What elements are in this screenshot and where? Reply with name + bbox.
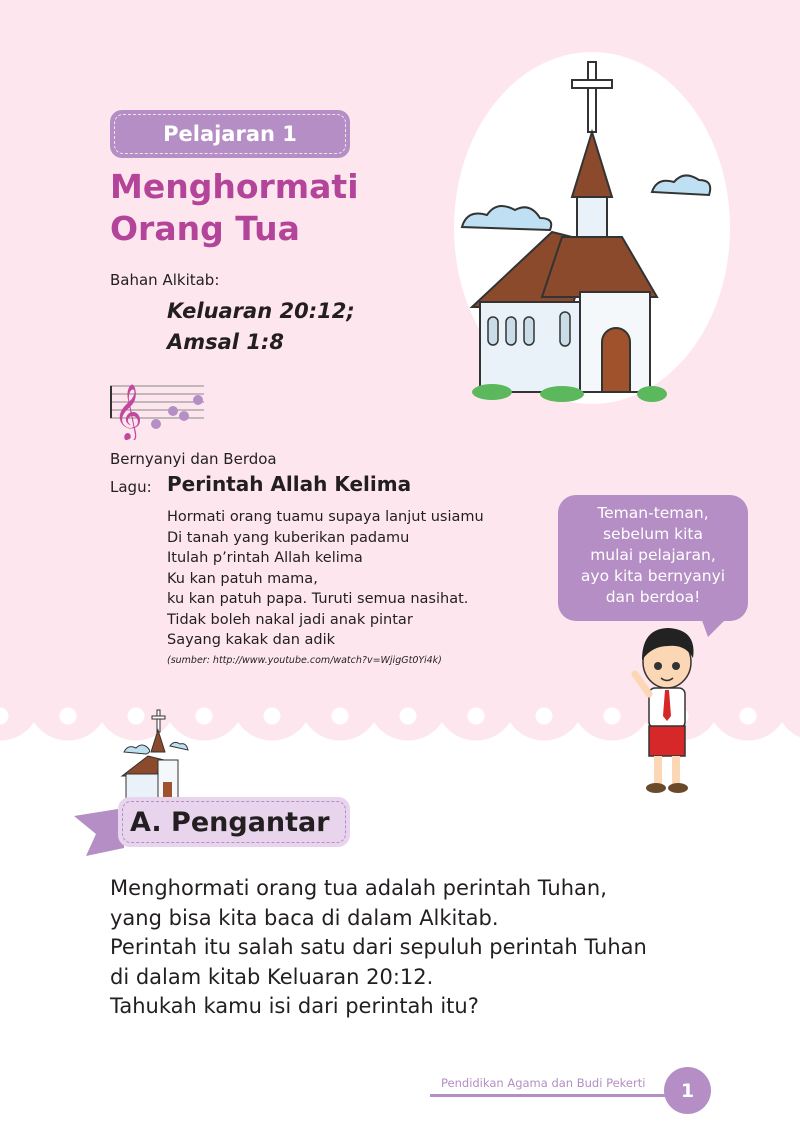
- footer-book-title: Pendidikan Agama dan Budi Pekerti: [441, 1076, 646, 1090]
- bubble-line: Teman-teman,: [597, 504, 709, 522]
- song-source: (sumber: http://www.youtube.com/watch?v=WjigGt0Yi4k): [167, 655, 442, 666]
- lyric-line: Itulah p’rintah Allah kelima: [167, 550, 363, 566]
- song-title: Perintah Allah Kelima: [167, 472, 412, 496]
- scripture-label: Bahan Alkitab:: [110, 271, 220, 289]
- bubble-line: ayo kita bernyanyi: [580, 567, 726, 585]
- lyric-line: ku kan patuh papa. Turuti semua nasihat.: [167, 591, 469, 607]
- paragraph-line: Menghormati orang tua adalah perintah Tuhan,: [110, 876, 607, 900]
- section-heading: [118, 797, 350, 847]
- small-church-icon: [118, 708, 193, 803]
- paragraph-line: Tahukah kamu isi dari perintah itu?: [110, 994, 479, 1018]
- title-line: Orang Tua: [110, 209, 300, 248]
- boy-illustration: [625, 622, 700, 797]
- scripture-line: Amsal 1:8: [167, 330, 284, 354]
- scripture-references: [167, 296, 355, 358]
- song-label: Lagu:: [110, 478, 152, 496]
- footer-divider: [430, 1094, 670, 1097]
- lyric-line: Ku kan patuh mama,: [167, 570, 318, 587]
- svg-text:𝄞: 𝄞: [114, 384, 143, 440]
- lesson-title: [110, 166, 359, 250]
- lyric-line: Di tanah yang kuberikan padamu: [167, 529, 410, 546]
- bubble-line: dan berdoa!: [605, 588, 701, 606]
- intro-paragraph: [110, 874, 647, 1022]
- scripture-line: Keluaran 20:12;: [167, 299, 355, 323]
- speech-bubble-tail: [700, 615, 740, 640]
- song-lyrics: [167, 507, 484, 651]
- page-number: 1: [664, 1067, 711, 1114]
- paragraph-line: Perintah itu salah satu dari sepuluh perintah Tuhan: [110, 935, 647, 959]
- lesson-badge: Pelajaran 1: [110, 110, 350, 158]
- church-illustration: [452, 52, 732, 404]
- title-line: Menghormati: [110, 167, 359, 206]
- bubble-line: sebelum kita: [602, 525, 703, 543]
- speech-bubble: [558, 495, 748, 621]
- paragraph-line: di dalam kitab Keluaran 20:12.: [110, 964, 434, 989]
- lyric-line: Sayang kakak dan adik: [167, 632, 336, 648]
- lyric-line: Hormati orang tuamu supaya lanjut usiamu: [167, 509, 484, 525]
- activity-label: Bernyanyi dan Berdoa: [110, 450, 277, 468]
- paragraph-line: yang bisa kita baca di dalam Alkitab.: [110, 905, 499, 930]
- music-notes-icon: [108, 378, 206, 440]
- section-heading-text: A. Pengantar: [130, 806, 330, 838]
- bubble-line: mulai pelajaran,: [590, 546, 716, 564]
- lyric-line: Tidak boleh nakal jadi anak pintar: [167, 611, 413, 628]
